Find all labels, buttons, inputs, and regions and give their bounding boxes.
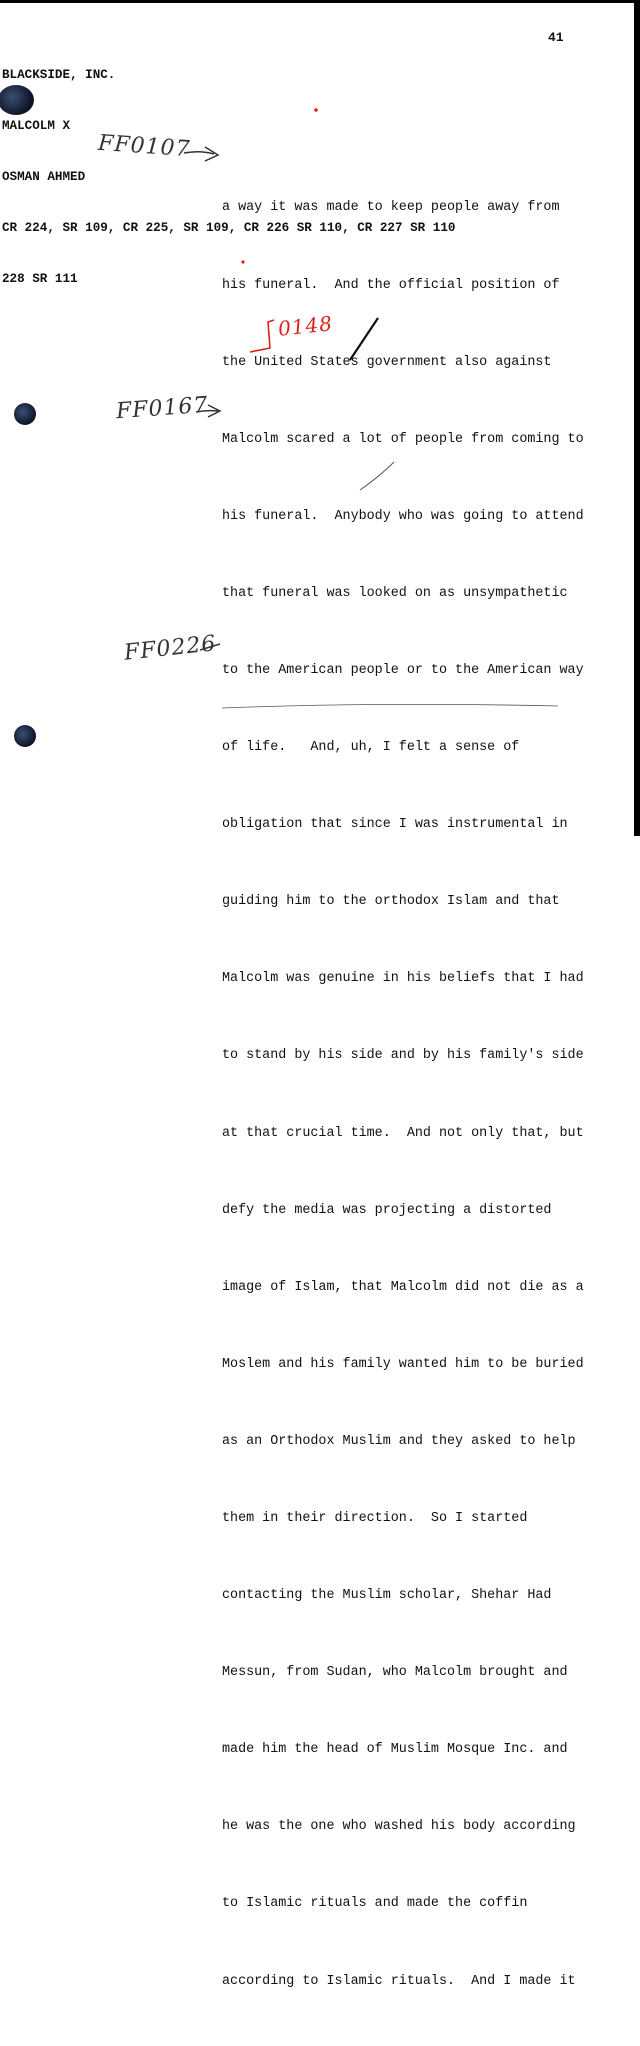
body-line: as an Orthodox Muslim and they asked to help — [222, 1433, 576, 1449]
body-line: of life. And, uh, I felt a sense of — [222, 740, 520, 756]
header-line: BLACKSIDE, INC. — [2, 68, 116, 82]
body-line: the United States government also against — [222, 354, 552, 370]
page-number: 41 — [548, 30, 564, 45]
arrow-mark-2 — [196, 405, 220, 417]
body-line: image of Islam, that Malcolm did not die as a — [222, 1279, 584, 1295]
ff-annotation-3: FF0226 — [122, 631, 218, 666]
body-line: them in their direction. So I started — [222, 1511, 528, 1526]
body-line: Moslem and his family wanted him to be buried — [222, 1356, 584, 1372]
arrow-mark-3 — [200, 644, 220, 650]
underline-mark — [222, 704, 558, 708]
arrow-mark-1 — [184, 147, 218, 161]
body-line: obligation that since I was instrumental in — [222, 817, 568, 833]
body-line: to Islamic rituals and made the coffin — [222, 1896, 528, 1912]
ff-annotation-2: FF0167 — [115, 392, 210, 425]
pencil-tick — [360, 462, 394, 490]
ff-annotation-1: FF0107 — [97, 130, 192, 163]
slash-mark — [350, 318, 378, 360]
body-line: defy the media was projecting a distorted — [222, 1202, 552, 1218]
body-line: Malcolm was genuine in his beliefs that I had — [222, 971, 584, 987]
body-line: he was the one who washed his body according — [222, 1819, 576, 1835]
header-line: CR 224, SR 109, CR 225, SR 109, CR 226 SR 110, CR 227 SR 110 — [2, 221, 456, 235]
pen-marks — [0, 0, 640, 836]
header-line: MALCOLM X — [2, 119, 71, 133]
header-line: OSMAN AHMED — [2, 170, 86, 184]
body-line: Messun, from Sudan, who Malcolm brought and — [222, 1665, 568, 1681]
body-line: according to Islamic rituals. And I made it — [222, 1973, 576, 1989]
body-line: contacting the Muslim scholar, Shehar Had — [222, 1588, 552, 1604]
body-line: to the American people or to the American way — [222, 662, 584, 678]
red-dot — [314, 108, 318, 112]
red-timecode-annotation: 0148 — [276, 311, 335, 341]
body-line: Malcolm scared a lot of people from coming to — [222, 431, 584, 447]
body-line: a way it was made to keep people away from — [222, 200, 560, 216]
body-line: that funeral was looked on as unsympathetic — [222, 585, 568, 601]
body-line: his funeral. Anybody who was going to attend — [222, 508, 584, 524]
body-line: his funeral. And the official position of — [222, 277, 560, 293]
body-line: to stand by his side and by his family's side — [222, 1048, 584, 1064]
red-dot — [241, 260, 244, 263]
body-line: at that crucial time. And not only that, but — [222, 1125, 584, 1141]
body-line: made him the head of Muslim Mosque Inc. and — [222, 1742, 568, 1758]
header-line: 228 SR 111 — [2, 272, 78, 286]
body-line: guiding him to the orthodox Islam and that — [222, 894, 560, 910]
red-bracket-mark — [250, 320, 274, 352]
